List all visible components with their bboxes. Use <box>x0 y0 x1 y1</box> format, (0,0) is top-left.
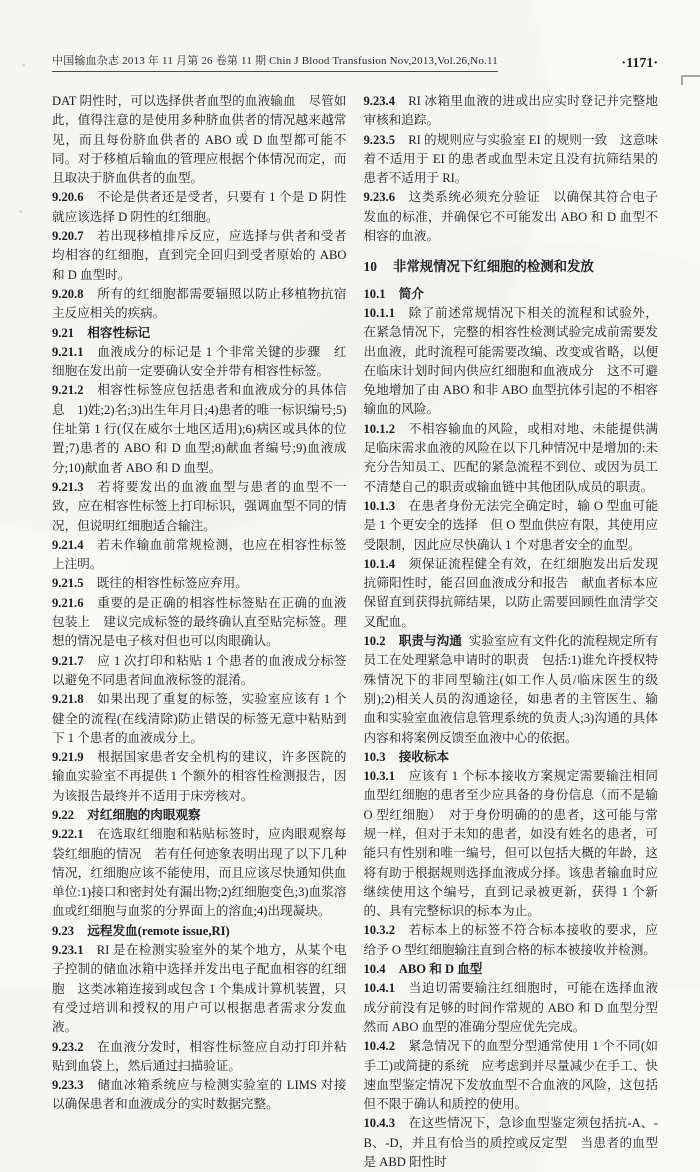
clause-paragraph <box>364 1114 659 1172</box>
clause-number: 10.3.1 <box>363 769 395 784</box>
clause-text: 血液成分的标记是 1 个非常关键的步骤 红细胞在发出前一定要确认安全并带有相容性标签。 <box>52 344 347 379</box>
clause-paragraph <box>52 574 347 593</box>
clause-number: 9.21.8 <box>52 692 84 707</box>
clause-paragraph <box>52 1038 347 1077</box>
clause-number: 10.1.1 <box>363 305 395 320</box>
clause-paragraph <box>52 941 347 1037</box>
column-left <box>52 92 360 1172</box>
clause-text: 不论是供者还是受者，只要有 1 个是 D 阴性就应该选择 D 阴性的红细胞。 <box>52 190 347 224</box>
clause-title: 对红细胞的肉眼观察 <box>87 807 201 822</box>
clause-number: 9.21.9 <box>52 750 84 765</box>
clause-text: 重要的是正确的相容性标签贴在正确的血液包装上 建议完成标签的最终确认直至贴完标签。理想的情况是电子核对但也可以肉眼确认。 <box>52 595 347 649</box>
clause-text: RI 的规则应与实验室 EI 的规则一致 这意味着不适用于 EI 的患者或血型未定且没有抗筛结果的患者不适用于 RI。 <box>363 132 658 186</box>
clause-paragraph <box>52 343 347 382</box>
clause-paragraph <box>52 690 347 748</box>
clause-paragraph <box>52 381 347 477</box>
clause-number: 9.21 <box>52 325 75 340</box>
clause-number: 9.21.4 <box>52 537 84 552</box>
clause-paragraph <box>52 285 347 324</box>
clause-number: 9.22.1 <box>52 827 84 842</box>
clause-number: 10.4 <box>363 962 386 977</box>
clause-paragraph <box>364 131 659 189</box>
clause-title: 职责与沟通 <box>398 634 462 649</box>
two-column-body <box>52 92 671 1172</box>
clause-number: 10.2 <box>363 634 386 649</box>
clause-text: 应 1 次打印和粘贴 1 个患者的血液成分标签 以避免不同患者间血液标签的混淆。 <box>52 653 360 687</box>
clause-text: 在选取红细胞和粘贴标签时，应肉眼观察每袋红细胞的情况 若有任何迹象表明出现了以下几种情况，红细胞应该不能使用，而且应该尽快通知供血单位:1)接口和密封处有漏出物;2)红细胞变色;3)血浆溶血或红细胞与血浆的分界面上的溶血;4)出现凝块。 <box>52 827 347 919</box>
clause-number: 10.3 <box>363 749 386 764</box>
section-heading <box>52 922 347 941</box>
clause-number: 10.1.2 <box>363 421 395 436</box>
clause-text: 应该有 1 个标本接收方案规定需要输注相同血型红细胞的患者至少应具备的身份信息（而不是输 O 型红细胞） 对于身份明确的的患者，这可能与常规一样，但对于未知的患者，如没有姓名的患者，可能只有性别和唯一编号，但可以包括大概的年龄，这将有助于根据规则选择血液成分择。该患者输血时应继续使用这个编号，直到记录被更新，获得 1 个新的、具有完整标识的标本为止。 <box>363 769 658 919</box>
clause-number: 10 <box>363 259 377 275</box>
clause-text: 实验室应有文件化的流程规定所有员工在处理紧急申请时的职责 包括:1)谁允许授权特殊情况下的非同型输注(如工作人员/临床医生的级别);2)相关人员的沟通途径，如患者的主管医生、输血和实验室血液信息管理系统的负责人;3)沟通的具体内容和将案例反馈至血液中心的依据。 <box>363 634 659 745</box>
clause-paragraph <box>52 825 347 921</box>
clause-number: 9.23.2 <box>52 1039 84 1054</box>
clause-paragraph <box>52 748 347 806</box>
clause-paragraph <box>52 652 360 691</box>
clause-paragraph <box>52 1076 360 1115</box>
clause-number: 9.20.7 <box>52 229 84 244</box>
page-header <box>52 52 658 72</box>
chapter-heading <box>364 257 659 276</box>
clause-number: 10.3.2 <box>363 923 395 938</box>
section-heading <box>364 960 659 979</box>
clause-text: 若标本上的标签不符合标本接收的要求，应给予 O 型红细胞输注直到合格的标本被接收并检测。 <box>363 923 658 957</box>
scan-speck <box>22 64 25 66</box>
clause-paragraph <box>364 1037 659 1114</box>
clause-number: 10.4.2 <box>363 1039 395 1054</box>
scan-speck <box>19 210 22 213</box>
clause-number: 10.1 <box>363 286 386 301</box>
clause-text: 不相容输血的风险，或相对地、未能提供满足临床需求血液的风险在以下几种情况中是增加的:未充分告知员工、匹配的紧急流程不到位、或因为员工不清楚自己的职责或输血链中其他团队成员的职责。 <box>363 421 658 494</box>
section-heading <box>364 285 659 304</box>
clause-paragraph <box>52 227 347 285</box>
clause-number: 9.21.1 <box>52 344 84 359</box>
clause-number: 9.21.5 <box>52 576 84 591</box>
scan-registration-mark <box>681 75 700 85</box>
clause-number: 9.22 <box>52 807 75 822</box>
clause-number: 9.23.1 <box>52 943 84 958</box>
clause-text: 当迫切需要输注红细胞时，可能在选择血液成分前没有足够的时间作常规的 ABO 和 D 血型分型 然而 ABO 血型的准确分型应优先完成。 <box>363 981 671 1034</box>
clause-text: 须保证流程健全有效，在红细胞发出后发现抗筛阳性时，能召回血液成分和报告 献血者标本应保留直到获得抗筛结果，以防止需要回顾性血清学交叉配血。 <box>363 556 658 629</box>
clause-text: DAT 阴性时，可以选择供者血型的血液输血 尽管如此，值得注意的是使用多种脐血供者的情况越来越常见，而且每份脐血供者的 ABO 或 D 血型都可能不同。对于移植后输血的管理应根据个体情况而定，而且取决于脐血供者的血型。 <box>52 94 347 186</box>
page-number: ·1171· <box>621 56 658 71</box>
clause-paragraph <box>363 979 671 1037</box>
clause-number: 9.20.6 <box>52 190 84 205</box>
clause-number: 10.4.1 <box>363 981 395 996</box>
clause-paragraph <box>364 767 659 921</box>
clause-text: 在血液分发时，相容性标签应自动打印并粘贴到血袋上，然后通过扫描验证。 <box>52 1039 347 1073</box>
clause-number: 9.23.3 <box>52 1078 84 1093</box>
column-right <box>363 92 671 1172</box>
clause-text: 若将要发出的血液血型与患者的血型不一致，应在相容性标签上打印标识，强调血型不同的情况，但说明红细胞适合输注。 <box>52 479 347 533</box>
section-heading <box>364 748 659 767</box>
section-heading <box>52 806 347 825</box>
clause-number: 9.23.5 <box>363 132 395 147</box>
continuation-paragraph <box>52 92 347 188</box>
clause-text: 若出现移植排斥反应，应选择与供者和受者均相容的红细胞，直到完全回归到受者原始的 ABO 和 D 血型时。 <box>52 229 347 282</box>
clause-text: 既往的相容性标签应弃用。 <box>96 576 248 591</box>
clause-number: 9.23.6 <box>363 190 395 205</box>
clause-text: 根据国家患者安全机构的建议，许多医院的输血实验室不再提供 1 个额外的相容性检测报告，因为该报告最终并不适用于床旁核对。 <box>52 750 347 803</box>
clause-title: ABO 和 D 血型 <box>398 962 483 977</box>
clause-text: RI 冰箱里血液的进或出应实时登记并完整地审核和追踪。 <box>363 94 658 128</box>
clause-number: 10.1.4 <box>363 556 395 571</box>
clause-number: 10.1.3 <box>363 498 395 513</box>
clause-text: 如果出现了重复的标签，实验室应该有 1 个健全的流程(在线清除)防止错误的标签无意中粘贴到下 1 个患者的血液成分上。 <box>52 692 347 745</box>
clause-paragraph <box>52 594 347 652</box>
clause-number: 9.21.2 <box>52 383 84 398</box>
clause-text: 所有的红细胞都需要辐照以防止移植物抗宿主反应相关的疾病。 <box>52 286 347 321</box>
clause-text: RI 是在检测实验室外的某个地方，从某个电子控制的储血冰箱中选择并发出电子配血相容的红细胞 这类冰箱连接到或包含 1 个集成计算机装置，只有受过培训和授权的用户可以根据患者需求分发血液。 <box>52 943 347 1035</box>
clause-number: 9.21.7 <box>52 653 84 668</box>
clause-text: 紧急情况下的血型分型通常使用 1 个不同(如手工)或简捷的系统 应考虑到并尽量减少在手工、快速血型鉴定情况下发放血型不合血液的风险，这包括但不限于确认和质控的使用。 <box>363 1039 658 1112</box>
section-heading <box>52 324 347 343</box>
clause-number: 9.21.6 <box>52 595 84 610</box>
clause-title: 简介 <box>398 286 424 301</box>
clause-title: 相容性标记 <box>87 325 151 340</box>
clause-text: 在这些情况下，急诊血型鉴定须包括抗-A、-B、-D，并且有恰当的质控或反定型 当患者的血型是 ABD 阳性时 <box>363 1116 658 1170</box>
clause-text: 相容性标签应包括患者和血液成分的具体信息 1)姓;2)名;3)出生年月日;4)患者的唯一标识编号;5)住址第 1 行(仅在威尔士地区适用);6)病区或具体的位置;7)患者的 ABO 和 D 血型;8)献血者编号;9)血液成分;10)献血者 ABO 和 D 血型。 <box>52 383 347 475</box>
clause-text: 这类系统必须充分验证 以确保其符合电子发血的标准，并确保它不可能发出 ABO 和 D 血型不相容的血液。 <box>363 190 658 244</box>
clause-number: 9.23 <box>52 923 75 938</box>
clause-paragraph <box>364 420 659 497</box>
clause-paragraph <box>364 188 659 246</box>
clause-paragraph <box>364 921 659 960</box>
clause-title: 接收标本 <box>398 749 450 764</box>
clause-number: 9.20.8 <box>52 286 84 301</box>
clause-paragraph <box>52 536 347 575</box>
clause-title: 非常规情况下红细胞的检测和发放 <box>392 259 594 275</box>
scan-speck <box>150 976 154 978</box>
clause-paragraph <box>364 304 659 420</box>
clause-text: 若未作输血前常规检测，也应在相容性标签上注明。 <box>52 537 347 572</box>
clause-text: 储血冰箱系统应与检测实验室的 LIMS 对接 以确保患者和血液成分的实时数据完整。 <box>52 1078 360 1112</box>
clause-title: 远程发血(remote issue,RI) <box>87 923 230 938</box>
clause-number: 9.23.4 <box>363 94 395 108</box>
clause-paragraph <box>364 632 659 748</box>
clause-number: 10.4.3 <box>363 1116 395 1131</box>
clause-paragraph <box>52 478 347 536</box>
clause-paragraph <box>52 188 347 227</box>
clause-paragraph <box>364 555 659 632</box>
journal-citation-line: 中国输血杂志 2013 年 11 月第 26 卷第 11 期 Chin J Blood Transfusion Nov,2013,Vol.26,No.11 <box>52 52 498 72</box>
clause-paragraph <box>364 92 659 131</box>
clause-text: 在患者身份无法完全确定时，输 O 型血可能是 1 个更安全的选择 但 O 型血供应有限，其使用应受限制，因此应尽快确认 1 个对患者安全的血型。 <box>363 498 658 552</box>
clause-paragraph <box>364 497 659 555</box>
clause-text: 除了前述常规情况下相关的流程和试验外，在紧急情况下，完整的相容性检测试验完成前需要发出血液，此时流程可能需要改编、改变或省略，以便在临床计划时间内供应红细胞和血液成分 这不可避免地增加了由 ABO 和非 ABO 血型抗体引起的不相容输血的风险。 <box>363 305 658 417</box>
clause-number: 9.21.3 <box>52 479 84 494</box>
